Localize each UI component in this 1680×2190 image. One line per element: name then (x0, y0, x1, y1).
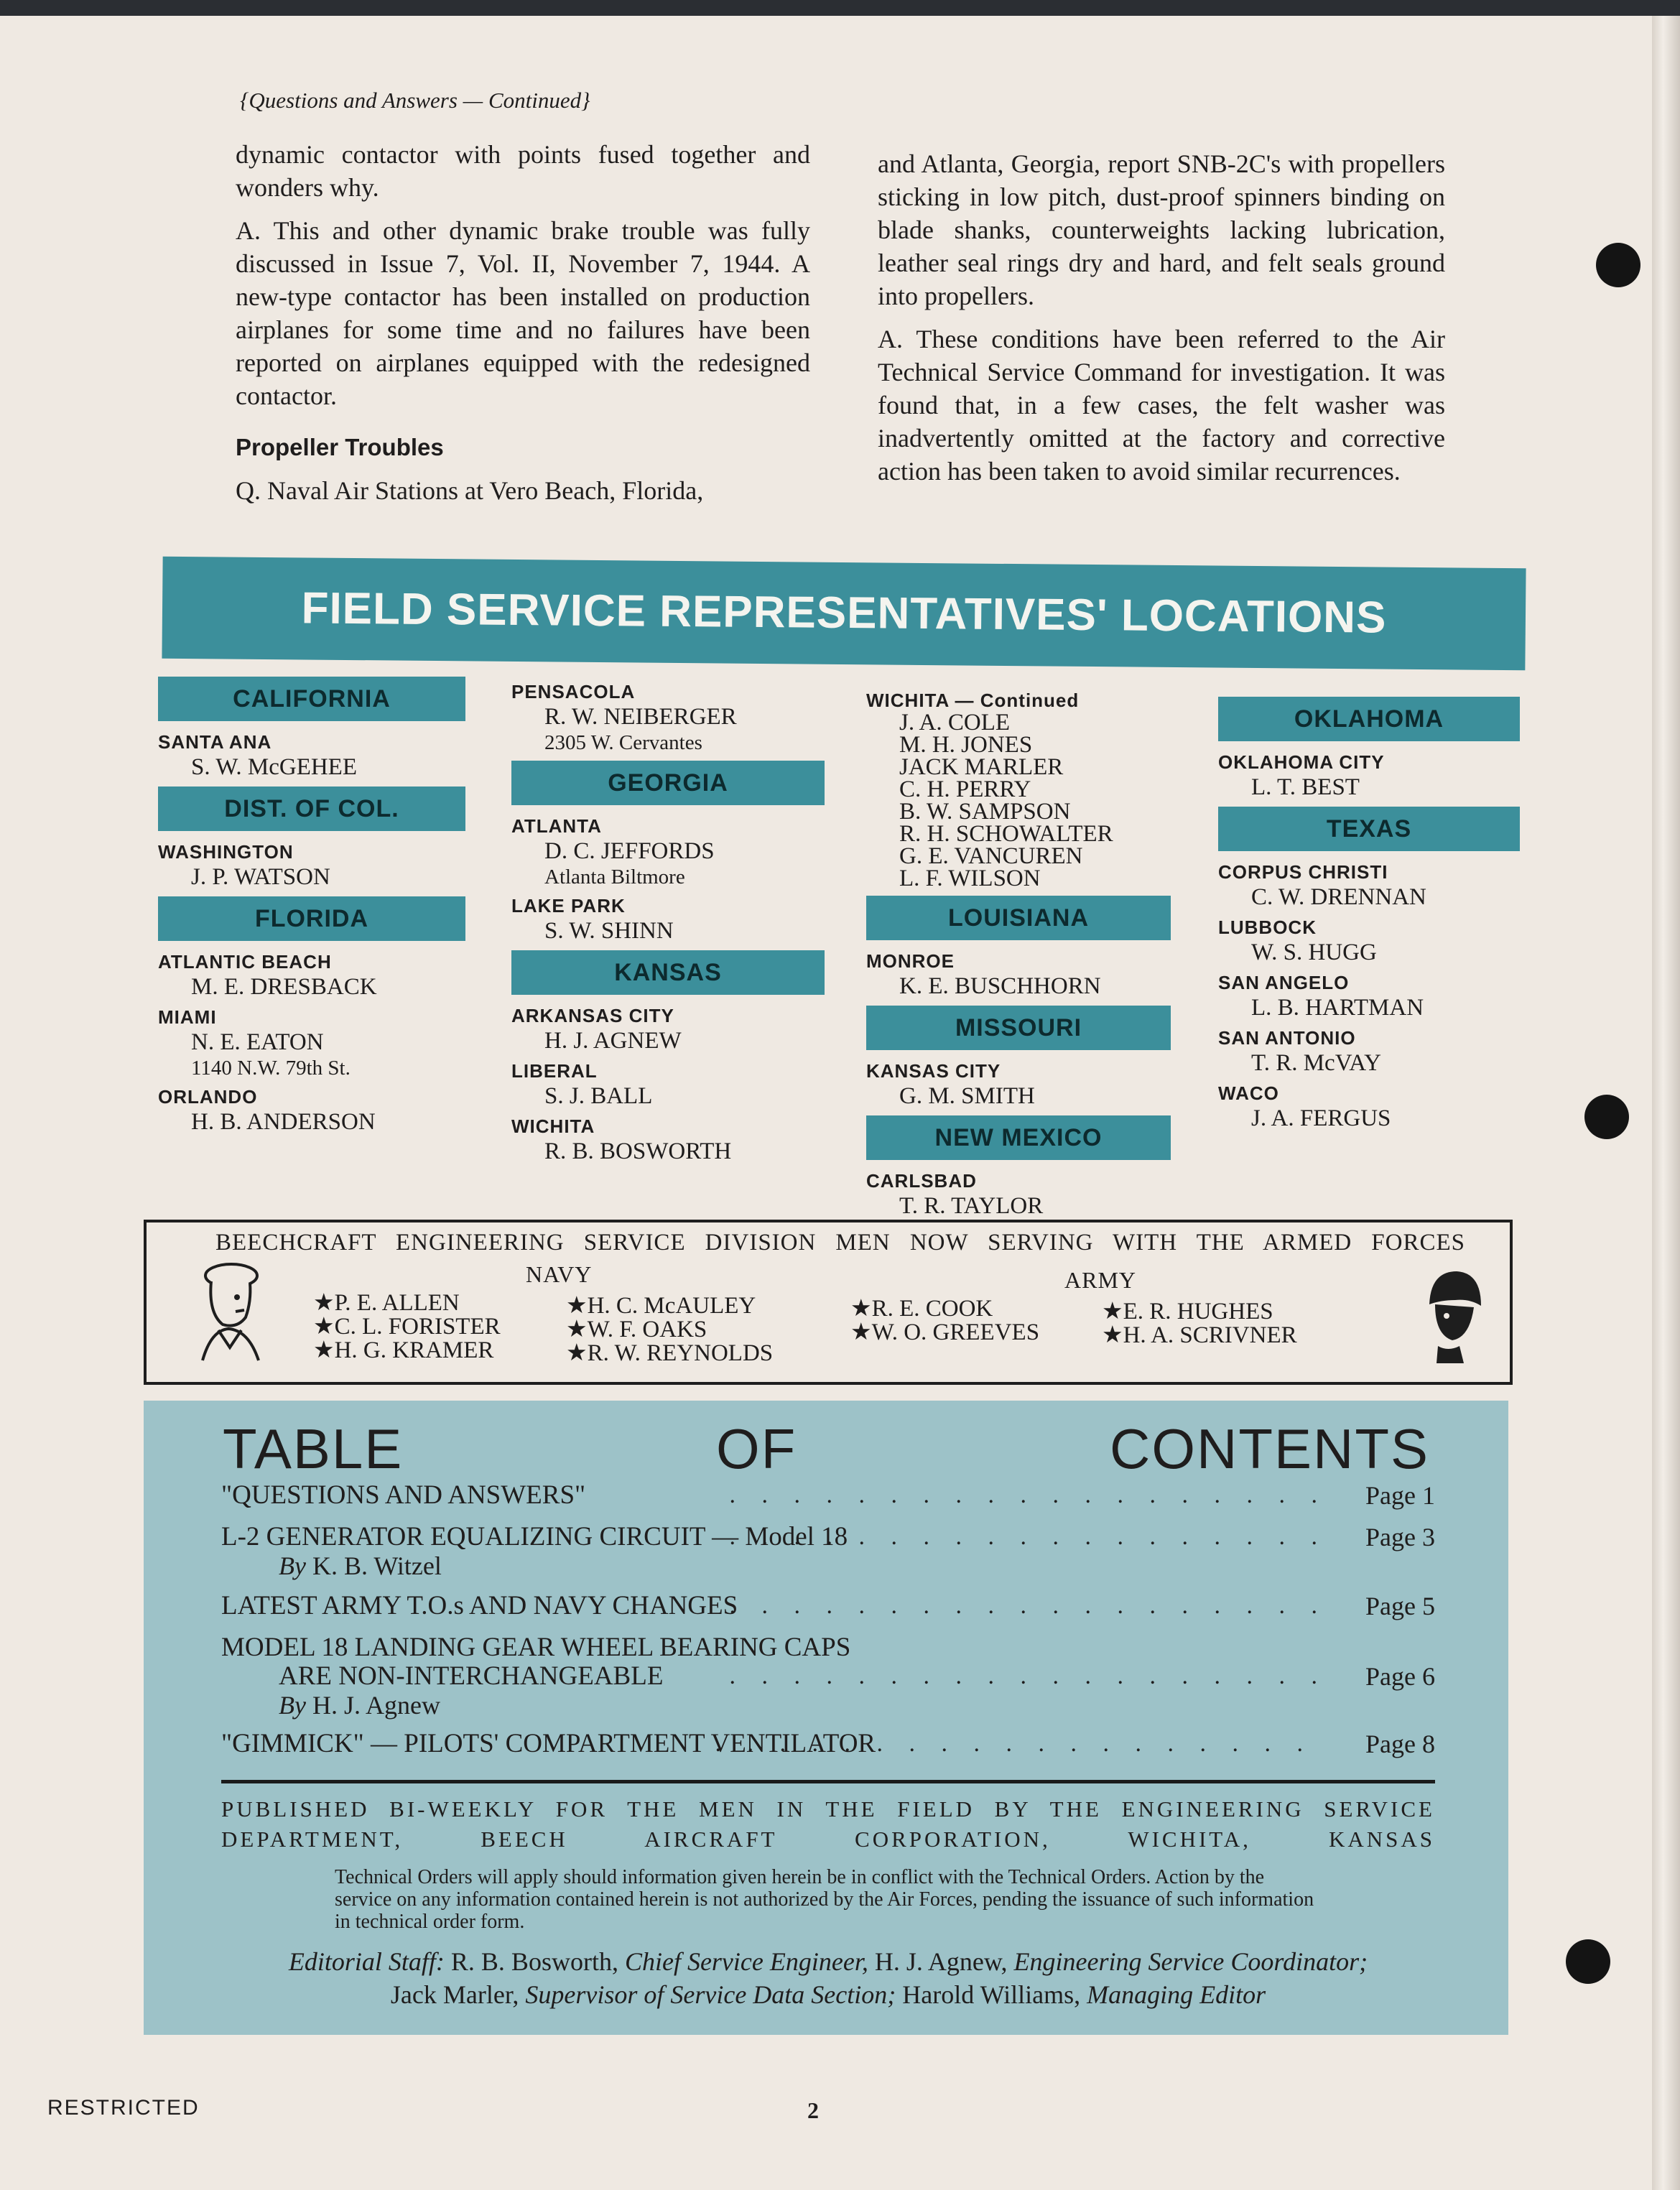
locations-column-2 (511, 675, 825, 1165)
toc-entry-title: "QUESTIONS AND ANSWERS" (221, 1480, 586, 1510)
serviceman-name: ★ W. F. OAKS (566, 1318, 773, 1342)
editor-title: Managing Editor (1087, 1980, 1266, 2009)
toc-entry (221, 1481, 1435, 1510)
city-orlando: ORLANDO (158, 1086, 258, 1108)
state-missouri: MISSOURI (866, 1006, 1171, 1050)
rep-name: T. R. McVAY (1251, 1050, 1381, 1076)
toc-entry-title: L-2 GENERATOR EQUALIZING CIRCUIT — Model 18 (221, 1522, 848, 1551)
serviceman-name: ★ E. R. HUGHES (1102, 1300, 1297, 1324)
toc-entry (221, 1633, 1435, 1720)
right-paragraph-2: A. These conditions have been referred to the Air Technical Service Command for investigation. It was found that, in a few cases, the felt washer was inadvertently omitted at the factory and corrective action has been taken to avoid similar recurrences. (878, 325, 1445, 486)
city-lubbock: LUBBOCK (1218, 917, 1317, 938)
navy-list-2 (566, 1294, 773, 1365)
rep-name: R. H. SCHOWALTER (899, 821, 1113, 847)
rep-address: Atlanta Biltmore (544, 866, 685, 888)
rep-name: G. E. VANCUREN (899, 843, 1083, 869)
binder-hole-bottom (1566, 1939, 1610, 1984)
rep-name: H. B. ANDERSON (191, 1109, 376, 1135)
state-florida: FLORIDA (158, 896, 465, 941)
rep-name: L. F. WILSON (899, 866, 1041, 891)
toc-page-number: Page 3 (1365, 1523, 1435, 1551)
editorial-staff (221, 1945, 1435, 2011)
state-kansas: KANSAS (511, 950, 825, 995)
toc-page-number: Page 1 (1365, 1481, 1435, 1510)
rep-name: C. W. DRENNAN (1251, 884, 1426, 910)
army-label: ARMY (1064, 1267, 1137, 1293)
serviceman-name: ★ W. O. GREEVES (850, 1321, 1039, 1345)
rep-name: L. T. BEST (1251, 774, 1360, 800)
editorial-label: Editorial Staff: (288, 1947, 445, 1976)
technical-orders-disclaimer: Technical Orders will apply should information given herein be in conflict with the Technical Orders. Action by the service on any information contained herein is not authorized by the Air Forces, pending the issuance of such information in technical order form. (335, 1866, 1314, 1933)
toc-leader-dots: . . . . . . . . . . . . . . . . . . . (729, 1523, 1327, 1550)
rep-name: J. A. FERGUS (1251, 1105, 1391, 1131)
table-of-contents-panel (144, 1401, 1508, 2035)
toc-entry (221, 1523, 1435, 1580)
toc-entry-title: "GIMMICK" — PILOTS' COMPARTMENT VENTILATOR (221, 1729, 876, 1758)
serviceman-name: ★ H. C. McAULEY (566, 1294, 773, 1318)
toc-page-number: Page 5 (1365, 1592, 1435, 1620)
classification-label: RESTRICTED (47, 2096, 200, 2120)
rep-address: 2305 W. Cervantes (544, 731, 702, 754)
city-wichita: WICHITA (511, 1115, 595, 1137)
editor-name: R. B. Bosworth, (450, 1947, 618, 1976)
city-liberal: LIBERAL (511, 1060, 598, 1082)
city-monroe: MONROE (866, 950, 955, 972)
serviceman-name: ★ R. W. REYNOLDS (566, 1342, 773, 1365)
subhead-propeller-troubles: Propeller Troubles (236, 434, 444, 460)
toc-page-number: Page 6 (1365, 1662, 1435, 1691)
toc-entry (221, 1592, 1435, 1620)
page-edge (1652, 16, 1680, 2190)
right-paragraph-1: and Atlanta, Georgia, report SNB-2C's with propellers sticking in low pitch, dust-proof spinners binding on blade shanks, counterweights lacking lubrication, leather seal rings dry and hard, and felt seals ground into propellers. (878, 149, 1445, 310)
state-oklahoma: OKLAHOMA (1218, 697, 1520, 741)
rep-name: R. B. BOSWORTH (544, 1138, 732, 1164)
rep-name: D. C. JEFFORDS (544, 838, 715, 864)
locations-banner: FIELD SERVICE REPRESENTATIVES' LOCATIONS (162, 557, 1526, 671)
rep-name: W. S. HUGG (1251, 939, 1377, 965)
rep-name: S. J. BALL (544, 1083, 653, 1109)
editor-title: Chief Service Engineer, (624, 1947, 868, 1976)
rep-address: 1140 N.W. 79th St. (191, 1057, 351, 1080)
state-louisiana: LOUISIANA (866, 896, 1171, 940)
toc-leader-dots: . . . . . . . . . . . . . . . . . . . (729, 1592, 1327, 1619)
city-atlanta: ATLANTA (511, 815, 602, 837)
toc-leader-dots: . . . . . . . . . . . . . . . . . . . (715, 1730, 1313, 1757)
state-new-mexico: NEW MEXICO (866, 1115, 1171, 1160)
city-kansas-city: KANSAS CITY (866, 1060, 1001, 1082)
rep-name: K. E. BUSCHHORN (899, 973, 1101, 999)
city-san-angelo: SAN ANGELO (1218, 972, 1350, 993)
continued-note: {Questions and Answers — Continued} (240, 88, 590, 113)
serviceman-name: ★ H. A. SCRIVNER (1102, 1324, 1297, 1347)
editor-name: Jack Marler, (390, 1980, 519, 2009)
state-california: CALIFORNIA (158, 677, 465, 721)
rep-name: JACK MARLER (899, 754, 1064, 780)
rep-name: J. A. COLE (899, 710, 1011, 736)
toc-by-label: By (279, 1691, 306, 1720)
serviceman-name: ★ R. E. COOK (850, 1297, 1039, 1321)
armed-forces-box (144, 1220, 1513, 1385)
serviceman-name: ★ H. G. KRAMER (313, 1339, 501, 1363)
navy-list-1 (313, 1291, 501, 1363)
toc-entry-subtitle: ARE NON-INTERCHANGEABLE (279, 1661, 664, 1691)
serviceman-name: ★ C. L. FORISTER (313, 1315, 501, 1339)
city-santa-ana: SANTA ANA (158, 731, 272, 753)
city-pensacola: PENSACOLA (511, 681, 636, 702)
toc-by-label: By (279, 1551, 306, 1580)
toc-page-number: Page 8 (1365, 1730, 1435, 1758)
city-corpus-christi: CORPUS CHRISTI (1218, 861, 1388, 883)
city-wichita-continued: WICHITA — Continued (866, 690, 1080, 711)
toc-entry (221, 1730, 1435, 1758)
city-miami: MIAMI (158, 1006, 217, 1028)
rep-name: S. W. SHINN (544, 918, 674, 944)
left-paragraph-3: Q. Naval Air Stations at Vero Beach, Florida, (236, 476, 704, 505)
city-oklahoma-city: OKLAHOMA CITY (1218, 751, 1385, 773)
city-lake-park: LAKE PARK (511, 895, 626, 917)
city-san-antonio: SAN ANTONIO (1218, 1027, 1356, 1049)
page-number: 2 (807, 2097, 819, 2123)
left-paragraph-2: A. This and other dynamic brake trouble was fully discussed in Issue 7, Vol. II, November 7, 1944. A new-type contactor has been installed on production airplanes for some time and no failures have been reported on airplanes equipped with the redesigned contactor. (236, 216, 810, 410)
publication-statement: PUBLISHED BI-WEEKLY FOR THE MEN IN THE FIELD BY THE ENGINEERING SERVICE DEPARTMENT, BEECH AIRCRAFT CORPORATION, WICHITA, KANSAS (221, 1796, 1435, 1852)
toc-leader-dots: . . . . . . . . . . . . . . . . . . . (729, 1663, 1327, 1689)
toc-entry-title: MODEL 18 LANDING GEAR WHEEL BEARING CAPS (221, 1633, 851, 1662)
left-paragraph-1: dynamic contactor with points fused together and wonders why. (236, 140, 810, 202)
toc-entry-title: LATEST ARMY T.O.s AND NAVY CHANGES (221, 1591, 738, 1620)
binder-hole-middle (1584, 1095, 1629, 1139)
rep-name: M. E. DRESBACK (191, 974, 377, 1000)
editor-title: Supervisor of Service Data Section; (525, 1980, 896, 2009)
toc-title: TABLE OF CONTENTS (223, 1417, 1429, 1480)
rep-name: N. E. EATON (191, 1029, 324, 1055)
left-column (236, 138, 810, 517)
rep-name: H. J. AGNEW (544, 1028, 682, 1054)
locations-column-3 (866, 684, 1171, 1220)
serviceman-name: ★ P. E. ALLEN (313, 1291, 501, 1315)
army-list-1 (850, 1297, 1039, 1345)
rep-name: J. P. WATSON (191, 864, 330, 890)
rep-name: S. W. McGEHEE (191, 754, 357, 780)
city-arkansas-city: ARKANSAS CITY (511, 1005, 674, 1026)
soldier-icon (1419, 1266, 1488, 1366)
editor-name: Harold Williams, (902, 1980, 1081, 2009)
navy-label: NAVY (526, 1261, 593, 1287)
city-waco: WACO (1218, 1082, 1279, 1104)
state-georgia: GEORGIA (511, 761, 825, 805)
toc-leader-dots: . . . . . . . . . . . . . . . . . . . (729, 1482, 1327, 1508)
rep-name: G. M. SMITH (899, 1083, 1035, 1109)
rep-name: R. W. NEIBERGER (544, 704, 737, 730)
toc-author: H. J. Agnew (312, 1691, 440, 1720)
editor-name: H. J. Agnew, (874, 1947, 1008, 1976)
rep-name: C. H. PERRY (899, 776, 1031, 802)
locations-column-4 (1218, 691, 1520, 1132)
army-list-2 (1102, 1300, 1297, 1347)
right-column (878, 147, 1445, 498)
binder-hole-top (1596, 243, 1640, 287)
toc-divider (221, 1780, 1435, 1783)
city-atlantic-beach: ATLANTIC BEACH (158, 951, 332, 973)
sailor-icon (194, 1256, 266, 1363)
toc-author: K. B. Witzel (312, 1551, 442, 1580)
rep-name: T. R. TAYLOR (899, 1193, 1044, 1219)
rep-name: B. W. SAMPSON (899, 799, 1071, 825)
city-washington: WASHINGTON (158, 841, 294, 863)
state-texas: TEXAS (1218, 807, 1520, 851)
rep-name: L. B. HARTMAN (1251, 995, 1424, 1021)
editor-title: Engineering Service Coordinator; (1013, 1947, 1368, 1976)
rep-name: M. H. JONES (899, 732, 1033, 758)
armed-forces-heading: BEECHCRAFT ENGINEERING SERVICE DIVISION MEN NOW SERVING WITH THE ARMED FORCES (215, 1230, 1465, 1256)
locations-column-1 (158, 671, 465, 1136)
state-dist-of-col: DIST. OF COL. (158, 787, 465, 831)
city-carlsbad: CARLSBAD (866, 1170, 977, 1192)
